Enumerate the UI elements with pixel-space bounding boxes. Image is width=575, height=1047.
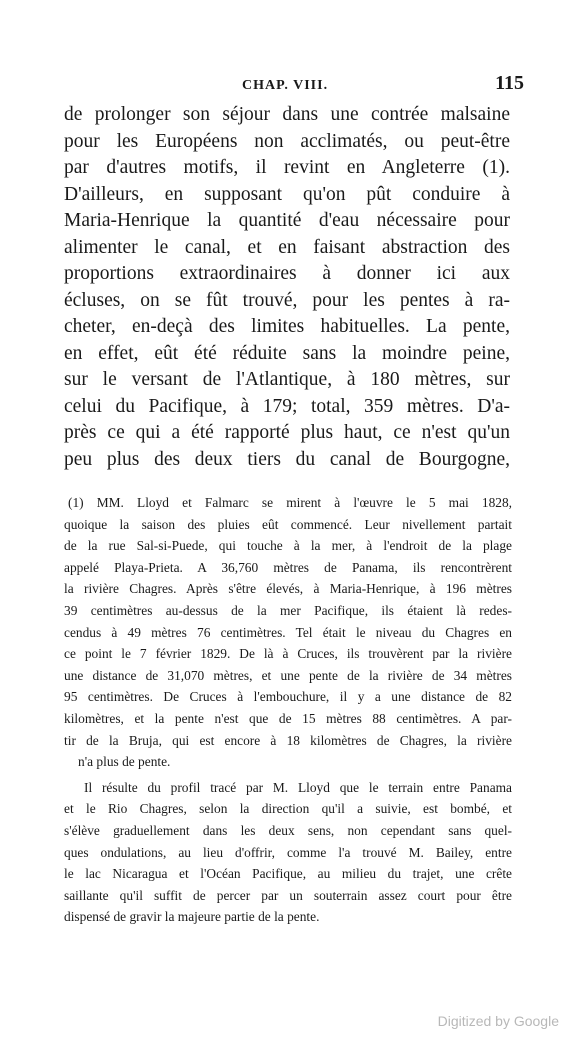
body-line: par d'autres motifs, il revint en Angleterre (1). — [64, 157, 510, 178]
body-line: D'ailleurs, en supposant qu'on pût conduire à — [64, 183, 510, 205]
body-line: de prolonger son séjour dans une contrée malsaine — [64, 104, 510, 125]
body-line: alimenter le canal, et en faisant abstraction des — [64, 236, 510, 258]
footnote-line: 39 centimètres au-dessus de la mer Pacifique, ils étaient là redes- — [64, 602, 512, 618]
body-line: sur le versant de l'Atlantique, à 180 mètres, sur — [64, 369, 510, 390]
footnotes — [64, 492, 512, 928]
footnote-line: tir de la Bruja, qui est encore à 18 kilomètres de Chagres, la rivière — [64, 732, 512, 748]
body-line: proportions extraordinaires à donner ici aux — [64, 263, 510, 284]
footnote-line: Il résulte du profil tracé par M. Lloyd que le terrain entre Panama — [84, 779, 512, 795]
footnote-line: cendus à 49 mètres 76 centimètres. Tel était le niveau du Chagres en — [64, 624, 512, 640]
body-line: écluses, on se fût trouvé, pour les pentes à ra- — [64, 289, 510, 311]
footnote-line: (1) MM. Lloyd et Falmarc se mirent à l'œuvre le 5 mai 1828, — [68, 495, 512, 510]
body-line: peu plus des deux tiers du canal de Bourgogne, — [64, 448, 510, 470]
body-line: cheter, en-deçà des limites habituelles. La pente, — [64, 316, 510, 337]
body-line: pour les Européens non acclimatés, ou peut-être — [64, 130, 510, 152]
body-line: celui du Pacifique, à 179; total, 359 mètres. D'a- — [64, 395, 510, 417]
footnote-line: ques ondulations, au lieu d'offrir, comme l'a trouvé M. Bailey, entre — [64, 844, 512, 860]
footnote-line: la rivière Chagres. Après s'être élevés, à Maria-Henrique, à 196 mètres — [64, 581, 512, 597]
footnote-line: s'élève graduellement dans les deux sens, non cependant sans quel- — [64, 822, 512, 838]
body-line: en effet, eût été réduite sans la moindre peine, — [64, 342, 510, 364]
footnote-line: le lac Nicaragua et l'Océan Pacifique, au milieu du trajet, une crête — [64, 866, 512, 882]
footnote-line: n'a plus de pente. — [78, 754, 171, 770]
running-head: CHAP. VIII. — [242, 78, 329, 93]
body-line: près ce qui a été rapporté plus haut, ce n'est qu'un — [64, 422, 510, 443]
footnote-line: et le Rio Chagres, selon la direction qu'il a suivie, est bombé, et — [64, 801, 512, 817]
footnote-line: kilomètres, et la pente n'est que de 15 mètres 88 centimètres. A par- — [64, 710, 512, 726]
footnote-line: saillante qu'il suffit de percer par un souterrain assez court pour être — [64, 887, 512, 903]
page-number: 115 — [495, 72, 524, 94]
footnote-line: de la rue Sal-si-Puede, qui touche à la mer, à l'endroit de la plage — [64, 538, 512, 554]
page-header — [62, 72, 524, 98]
footnote-line: dispensé de gravir la majeure partie de la pente. — [64, 909, 320, 925]
watermark: Digitized by Google — [437, 1013, 559, 1029]
main-text — [64, 102, 510, 473]
footnote-line: 95 centimètres. De Cruces à l'embouchure, il y a une distance de 82 — [64, 689, 512, 705]
footnote-line: appelé Playa-Prieta. A 36,760 mètres de Panama, ils rencontrèrent — [64, 559, 512, 575]
footnote-line: quoique la saison des pluies eût commencé. Leur nivellement partait — [64, 516, 512, 532]
footnote-line: une distance de 31,070 mètres, et une pente de la rivière de 34 mètres — [64, 667, 512, 683]
body-line: Maria-Henrique la quantité d'eau nécessaire pour — [64, 210, 510, 231]
footnote-line: ce point le 7 février 1829. De là à Cruces, ils trouvèrent par la rivière — [64, 646, 512, 662]
